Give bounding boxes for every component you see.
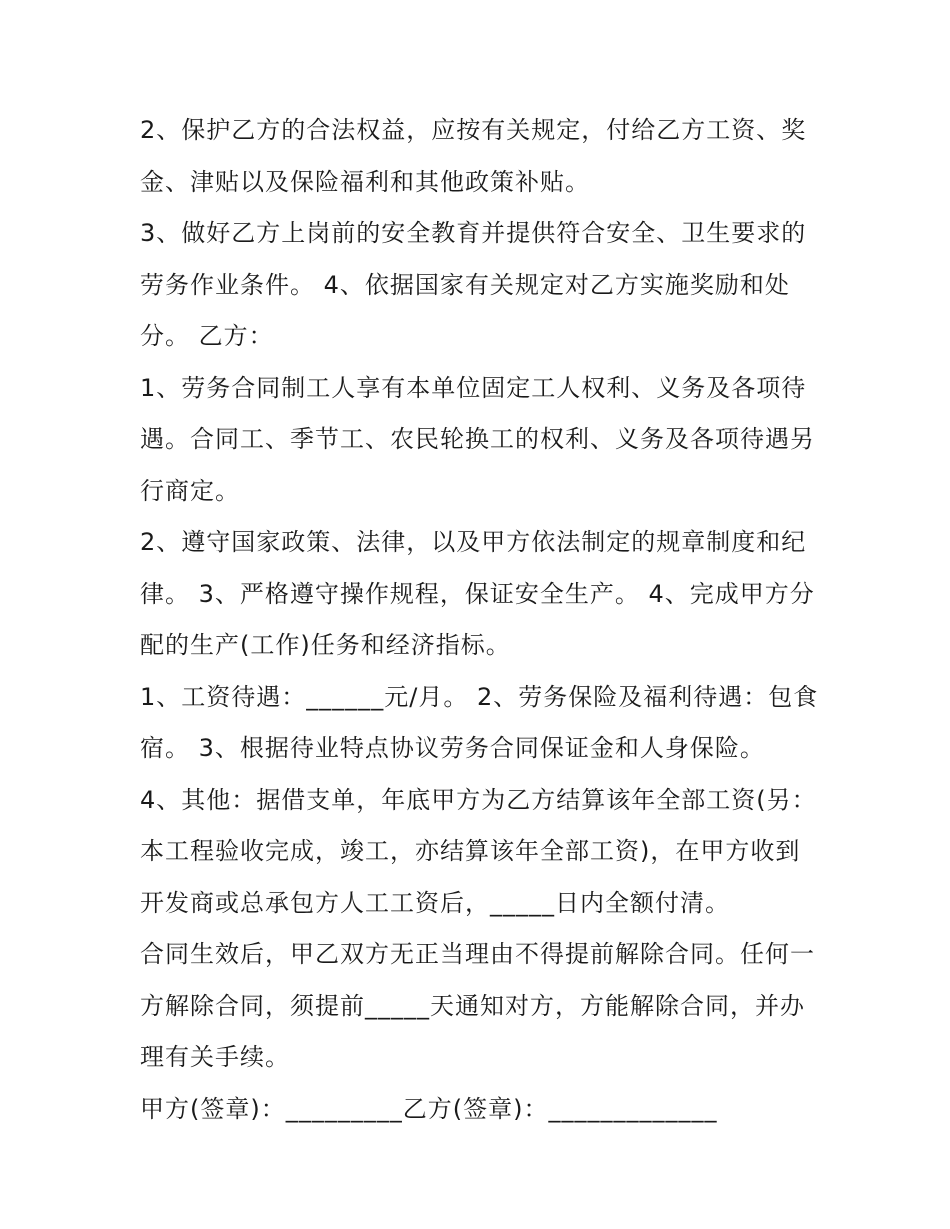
text-line: 2、遵守国家政策、法律，以及甲方依法制定的规章制度和纪 <box>140 528 807 556</box>
text-line: 律。 3、严格遵守操作规程，保证安全生产。 4、完成甲方分 <box>140 579 815 608</box>
text-line: 1、工资待遇：______元/月。 2、劳务保险及福利待遇：包食 <box>140 682 819 711</box>
text-line: 遇。合同工、季节工、农民轮换工的权利、义务及各项待遇另 <box>140 425 815 453</box>
text-line: 合同生效后，甲乙双方无正当理由不得提前解除合同。任何一 <box>140 940 815 968</box>
document-body <box>140 105 820 1135</box>
text-line: 理有关手续。 <box>140 1043 290 1071</box>
text-line: 方解除合同，须提前_____天通知对方，方能解除合同，并办 <box>140 991 805 1020</box>
text-line: 分。 乙方： <box>140 322 274 350</box>
text-line: 劳务作业条件。 4、依据国家有关规定对乙方实施奖励和处 <box>140 270 790 299</box>
text-line: 3、做好乙方上岗前的安全教育并提供符合安全、卫生要求的 <box>140 219 807 247</box>
text-line: 配的生产(工作)任务和经济指标。 <box>140 631 511 659</box>
text-line: 金、津贴以及保险福利和其他政策补贴。 <box>140 167 590 196</box>
text-line: 宿。 3、根据待业特点协议劳务合同保证金和人身保险。 <box>140 734 765 762</box>
text-line: 开发商或总承包方人工工资后，_____日内全额付清。 <box>140 888 730 917</box>
text-line: 行商定。 <box>140 476 240 505</box>
text-line: 1、劳务合同制工人享有本单位固定工人权利、义务及各项待 <box>140 373 807 402</box>
text-line: 本工程验收完成，竣工，亦结算该年全部工资)，在甲方收到 <box>140 837 801 865</box>
signature-line: 甲方(签章)：_________乙方(签章)：_____________ <box>140 1094 718 1123</box>
text-line: 2、保护乙方的合法权益，应按有关规定，付给乙方工资、奖 <box>140 116 807 144</box>
text-line: 4、其他：据借支单，年底甲方为乙方结算该年全部工资(另： <box>140 785 817 814</box>
